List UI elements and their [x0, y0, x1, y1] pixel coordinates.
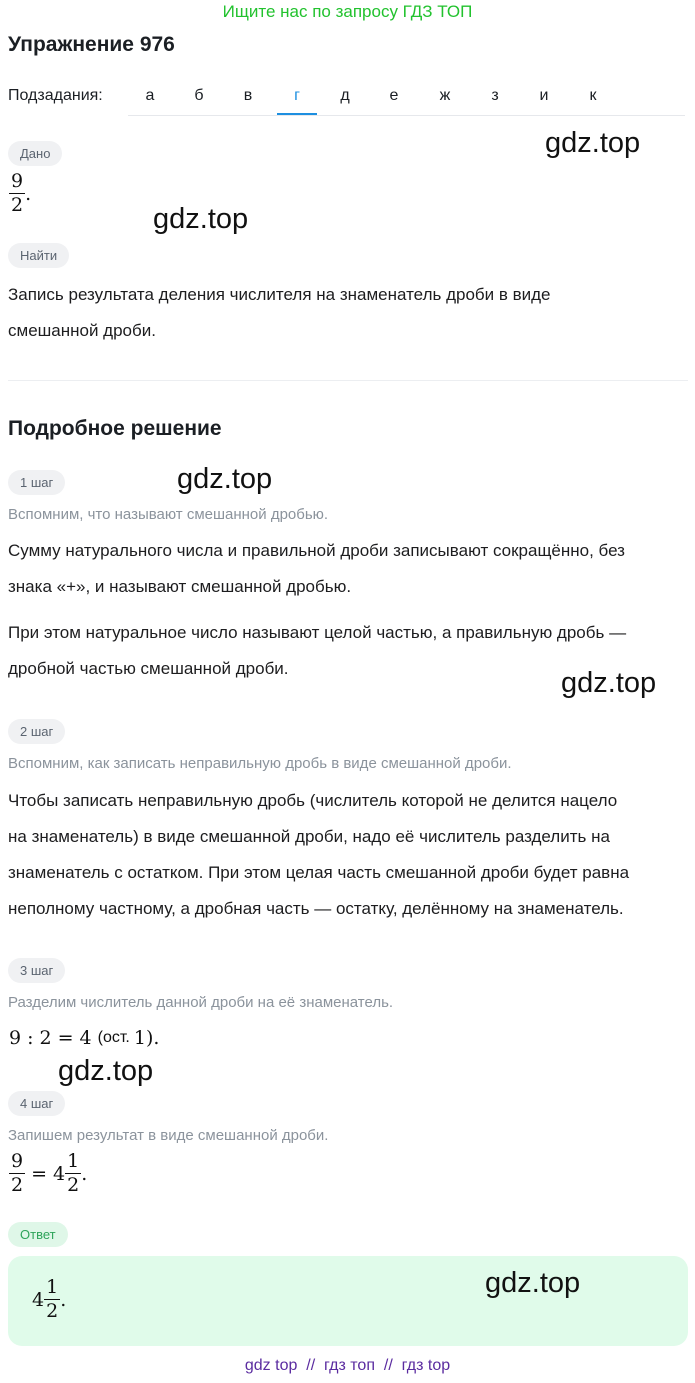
answer-fraction: [44, 1278, 60, 1321]
step-1-line-4: дробной частью смешанной дроби.: [8, 659, 289, 678]
step-2-line-1: Чтобы записать неправильную дробь (числитель которой не делится нацело: [8, 791, 618, 810]
equals-sign: =: [31, 1162, 48, 1185]
watermark: gdz.top: [177, 463, 273, 495]
answer-expression: [32, 1278, 66, 1321]
page-title: Упражнение 976: [8, 33, 175, 56]
dividend: 9: [9, 1027, 22, 1049]
step-2-hint: Вспомним, как записать неправильную дробь в виде смешанной дроби.: [8, 755, 512, 772]
step-3-label: 3 шаг: [8, 958, 65, 983]
footer-links[interactable]: gdz top // гдз топ // гдз top: [244, 1357, 451, 1374]
divider: [8, 380, 688, 381]
find-line-2: смешанной дроби.: [8, 321, 156, 340]
step-1-hint: Вспомним, что называют смешанной дробью.: [8, 506, 329, 523]
find-line-1: Запись результата деления числителя на знаменатель дроби в виде: [8, 285, 551, 304]
watermark: gdz.top: [58, 1055, 154, 1087]
find-label: Найти: [8, 243, 69, 268]
divisor: 2: [39, 1027, 52, 1049]
step-1-line-1: Сумму натурального числа и правильной дроби записывают сокращённо, без: [8, 541, 625, 560]
step-2-label: 2 шаг: [8, 719, 65, 744]
tab-zh[interactable]: ж: [439, 87, 451, 104]
step-1-label: 1 шаг: [8, 470, 65, 495]
watermark: gdz.top: [485, 1267, 581, 1299]
given-label: Дано: [8, 141, 62, 166]
quotient: 4: [79, 1027, 92, 1049]
step-3-expression: [9, 1027, 159, 1049]
watermark: gdz.top: [545, 127, 641, 159]
given-expression: [9, 172, 31, 215]
answer-box: [8, 1256, 688, 1346]
equals-sign: =: [57, 1027, 74, 1049]
step-2-line-3: знаменатель с остатком. При этом целая часть смешанной дроби будет равна: [8, 863, 630, 882]
answer-denominator: 2: [46, 1300, 59, 1322]
tab-z[interactable]: з: [491, 87, 499, 104]
solution-title: Подробное решение: [8, 417, 222, 440]
division-sign: :: [27, 1027, 34, 1049]
step-1-line-3: При этом натуральное число называют целой частью, а правильную дробь —: [8, 623, 627, 642]
answer-numerator: 1: [46, 1276, 59, 1298]
answer-label: Ответ: [8, 1222, 68, 1247]
fractional-denominator: 2: [67, 1174, 80, 1196]
tab-b[interactable]: б: [194, 87, 204, 104]
fractional-numerator: 1: [67, 1150, 80, 1172]
given-numerator: 9: [11, 170, 24, 192]
step-1-line-2: знака «+», и называют смешанной дробью.: [8, 577, 352, 596]
watermark: gdz.top: [561, 667, 657, 699]
remainder: 1: [133, 1027, 146, 1049]
step-2-line-2: на знаменатель) в виде смешанной дроби, надо её числитель разделить на: [8, 827, 610, 846]
subtasks-label: Подзадания:: [8, 87, 103, 104]
step-2-line-4: неполному частному, а дробная часть — остатку, делённому на знаменатель.: [8, 899, 624, 918]
improper-fraction: [9, 1152, 25, 1195]
subtask-tabs: [128, 80, 685, 116]
improper-numerator: 9: [11, 1150, 24, 1172]
answer-whole: 4: [32, 1288, 45, 1311]
step-3-hint: Разделим числитель данной дроби на её знаменатель.: [8, 994, 394, 1011]
answer-tail: .: [60, 1288, 67, 1311]
fractional-part: [65, 1152, 81, 1195]
tab-k[interactable]: к: [589, 87, 597, 104]
step-4-tail: .: [81, 1162, 88, 1185]
watermark: gdz.top: [153, 203, 249, 235]
tab-a[interactable]: а: [145, 87, 155, 104]
tab-d[interactable]: д: [340, 87, 350, 104]
top-banner[interactable]: Ищите нас по запросу ГДЗ ТОП: [222, 2, 473, 21]
given-tail: .: [25, 182, 32, 205]
remainder-close: ).: [145, 1027, 160, 1049]
tab-e[interactable]: е: [389, 87, 399, 104]
tab-v[interactable]: в: [243, 87, 253, 104]
remainder-open: (ост.: [97, 1029, 130, 1046]
given-denominator: 2: [11, 194, 24, 216]
whole-part: 4: [53, 1162, 66, 1185]
step-4-hint: Запишем результат в виде смешанной дроби.: [8, 1127, 329, 1144]
step-4-label: 4 шаг: [8, 1091, 65, 1116]
active-tab-indicator: [277, 113, 317, 115]
improper-denominator: 2: [11, 1174, 24, 1196]
tab-i[interactable]: и: [539, 87, 549, 104]
given-fraction: [9, 172, 25, 215]
tab-g[interactable]: г: [294, 87, 300, 104]
step-4-expression: [9, 1152, 87, 1195]
